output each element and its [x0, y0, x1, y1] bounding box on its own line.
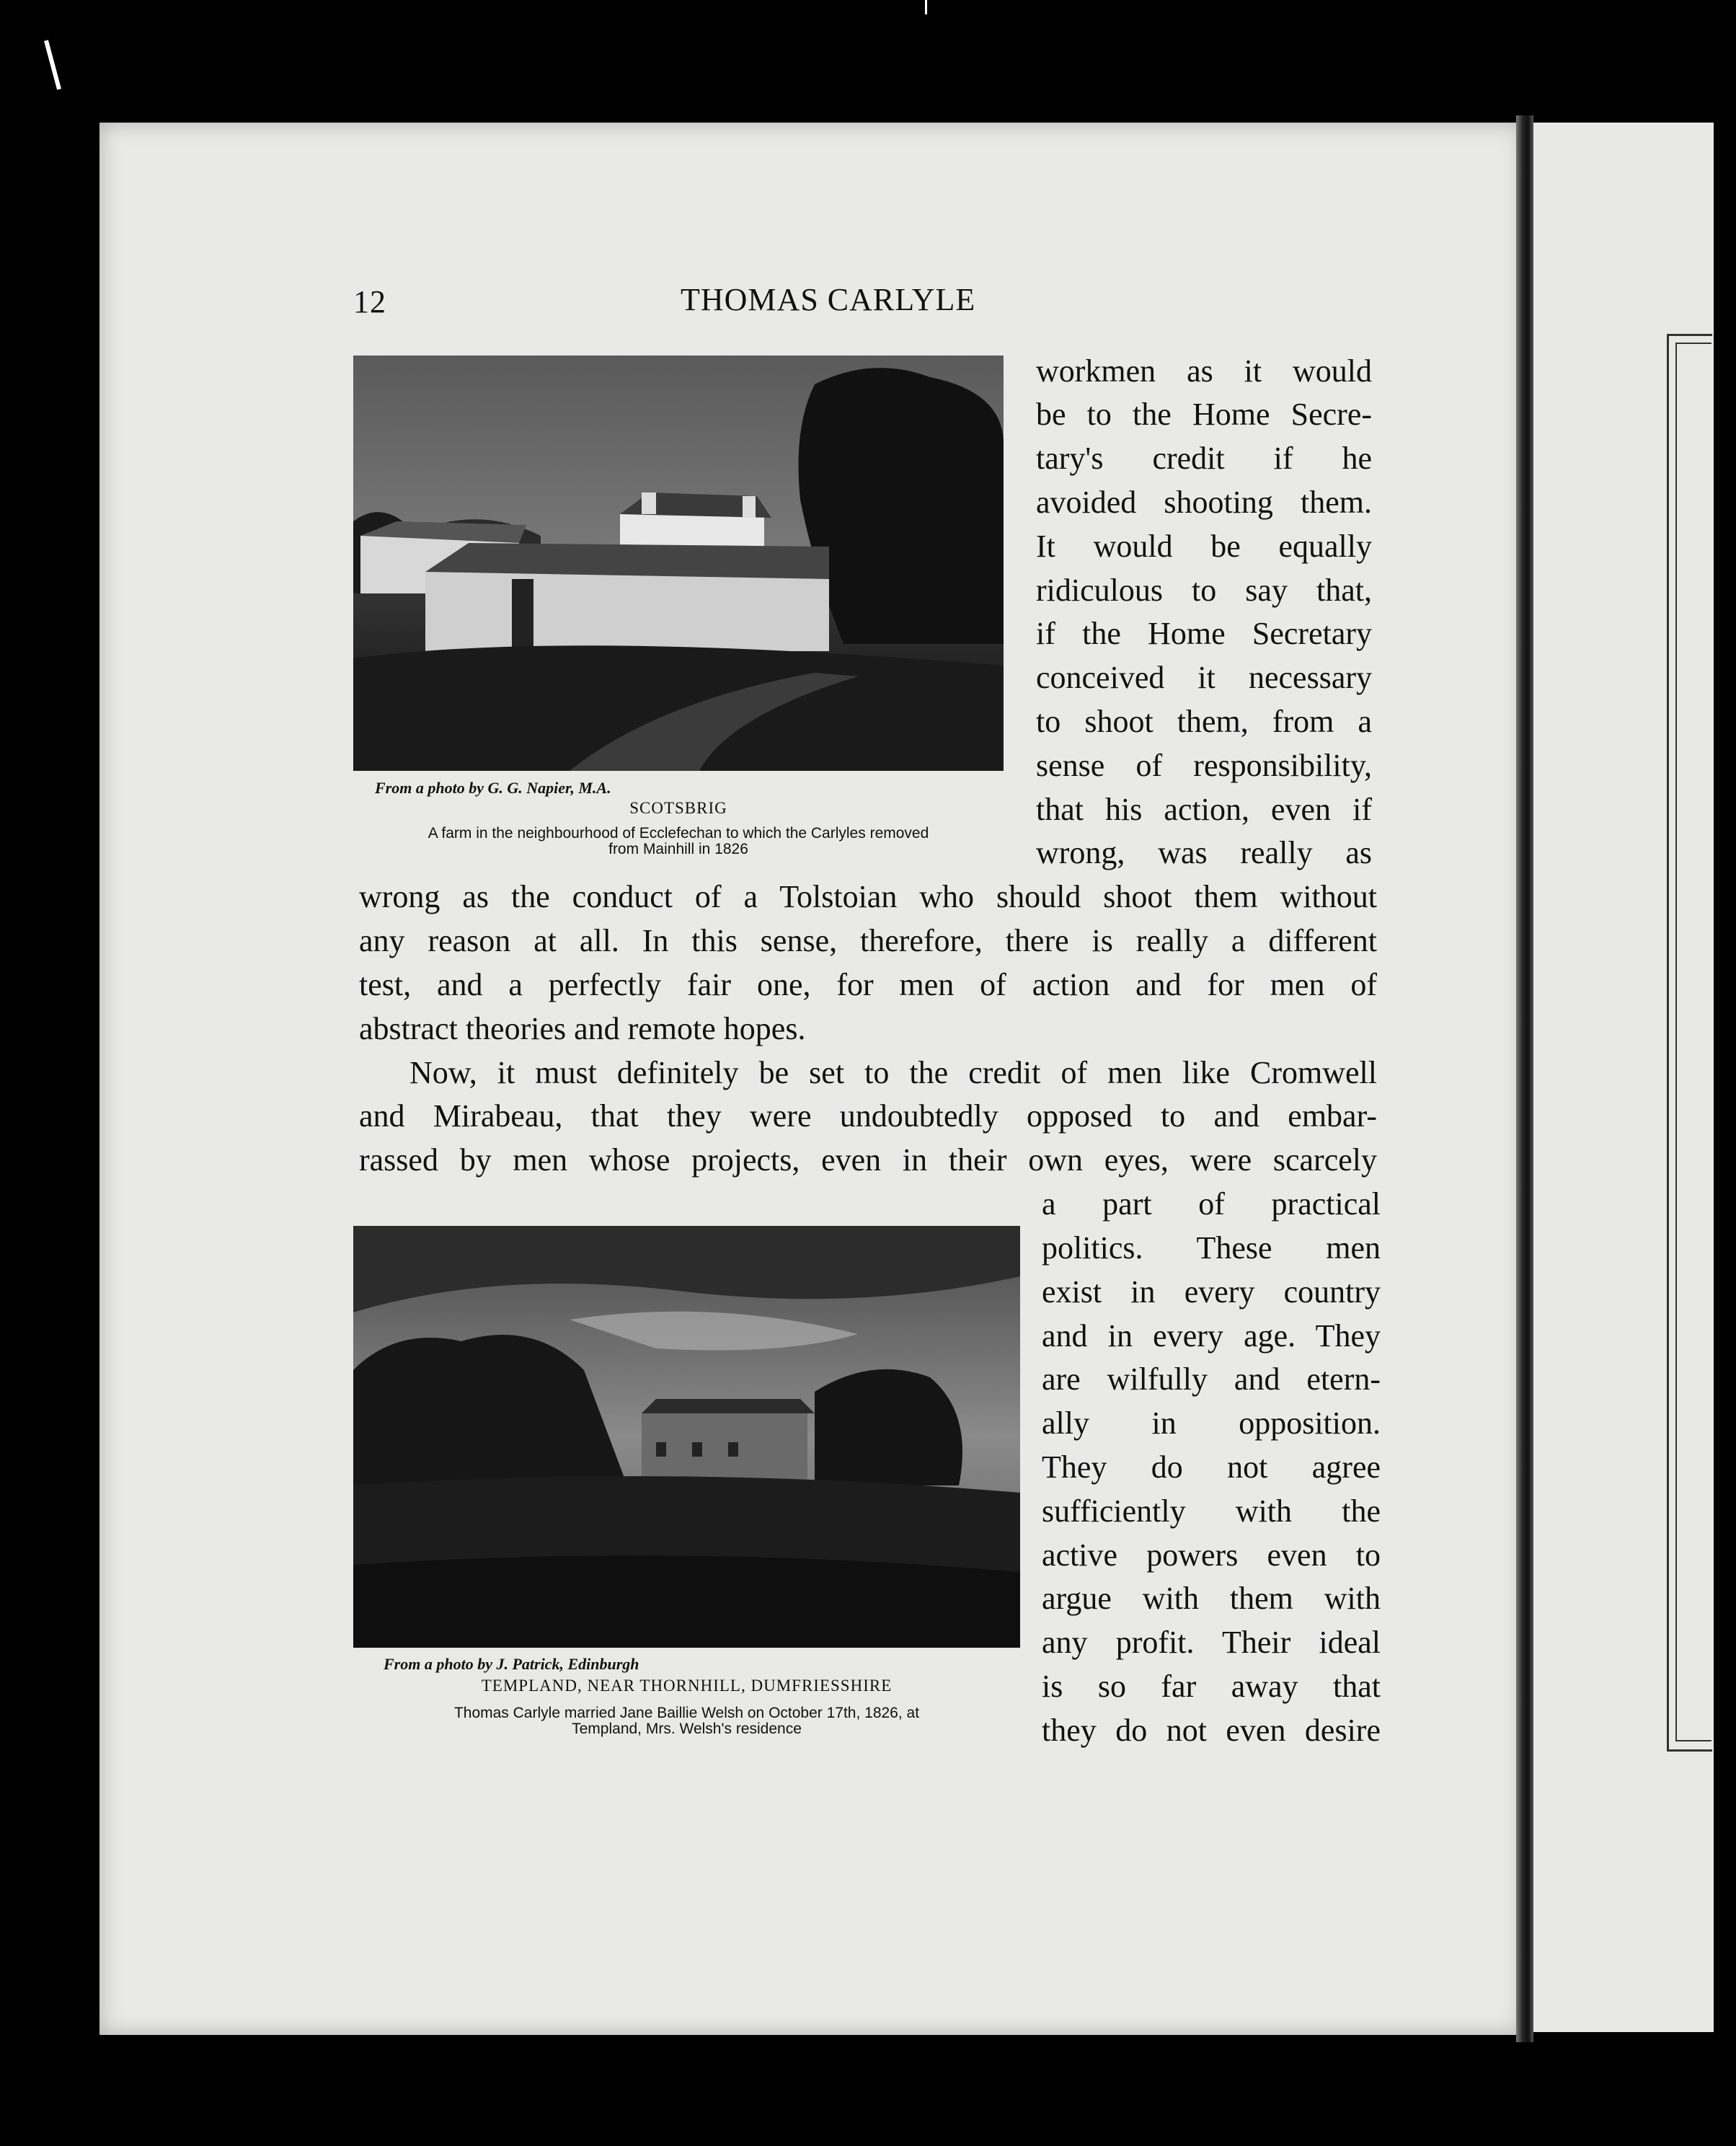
- figure2-description-line: Templand, Mrs. Welsh's residence: [572, 1721, 802, 1737]
- text-line: politics. These men: [1042, 1230, 1381, 1266]
- scan-mark: [925, 0, 927, 14]
- text-line: if the Home Secretary: [1036, 616, 1372, 651]
- page-number: 12: [353, 284, 386, 319]
- text-line: are wilfully and etern-: [1042, 1361, 1381, 1397]
- text-line: workmen as it would: [1036, 353, 1372, 389]
- text-line: test, and a perfectly fair one, for men of action and for men of: [359, 967, 1377, 1002]
- text-line: active powers even to: [1042, 1537, 1381, 1573]
- figure2-description-line: Thomas Carlyle married Jane Baillie Welsh on October 17th, 1826, at: [453, 1705, 920, 1721]
- figure1-description-line: from Mainhill in 1826: [608, 841, 748, 857]
- figure2-credit: From a photo by J. Patrick, Edinburgh: [384, 1655, 639, 1673]
- text-line: any reason at all. In this sense, therefore, there is really a different: [359, 923, 1377, 958]
- text-line: and in every age. They: [1042, 1318, 1381, 1354]
- figure1-credit: From a photo by G. G. Napier, M.A.: [375, 779, 611, 797]
- text-line: ally in opposition.: [1042, 1405, 1381, 1441]
- text-line: abstract theories and remote hopes.: [359, 1011, 806, 1046]
- scan-mark: [44, 40, 61, 89]
- text-line: tary's credit if he: [1036, 441, 1372, 476]
- book-spine: [1516, 115, 1533, 2042]
- text-line: ridiculous to say that,: [1036, 573, 1372, 608]
- running-title: THOMAS CARLYLE: [681, 282, 976, 317]
- figure1-description-line: A farm in the neighbourhood of Ecclefechan to which the Carlyles removed: [428, 825, 929, 842]
- text-line: It would be equally: [1036, 529, 1372, 564]
- text-line: that his action, even if: [1036, 792, 1372, 827]
- text-line: argue with them with: [1042, 1581, 1381, 1616]
- templand-photo: [353, 1226, 1020, 1648]
- text-line: wrong as the conduct of a Tolstoian who should shoot them without: [359, 879, 1377, 914]
- facing-page-edge: [1533, 123, 1714, 2032]
- text-line: wrong, was really as: [1036, 835, 1372, 870]
- figure1-title: SCOTSBRIG: [629, 799, 727, 817]
- text-line: a part of practical: [1042, 1186, 1381, 1222]
- text-line: exist in every country: [1042, 1274, 1381, 1310]
- text-line: Now, it must definitely be set to the credit of men like Cromwell: [409, 1055, 1377, 1090]
- scotsbrig-photo: [353, 356, 1004, 771]
- text-line: be to the Home Secre-: [1036, 397, 1372, 432]
- text-line: and Mirabeau, that they were undoubtedly opposed to and embar-: [359, 1098, 1377, 1134]
- text-line: conceived it necessary: [1036, 660, 1372, 695]
- text-line: is so far away that: [1042, 1669, 1381, 1704]
- text-line: to shoot them, from a: [1036, 704, 1372, 739]
- text-line: They do not agree: [1042, 1449, 1381, 1485]
- figure2-title: TEMPLAND, NEAR THORNHILL, DUMFRIESSHIRE: [481, 1677, 893, 1695]
- text-line: sense of responsibility,: [1036, 748, 1372, 783]
- text-line: they do not even desire: [1042, 1713, 1381, 1748]
- text-line: sufficiently with the: [1042, 1493, 1381, 1529]
- text-line: rassed by men whose projects, even in their own eyes, were scarcely: [359, 1142, 1377, 1178]
- page-border-inner: [1675, 343, 1711, 1741]
- text-line: any profit. Their ideal: [1042, 1625, 1381, 1660]
- text-line: avoided shooting them.: [1036, 485, 1372, 520]
